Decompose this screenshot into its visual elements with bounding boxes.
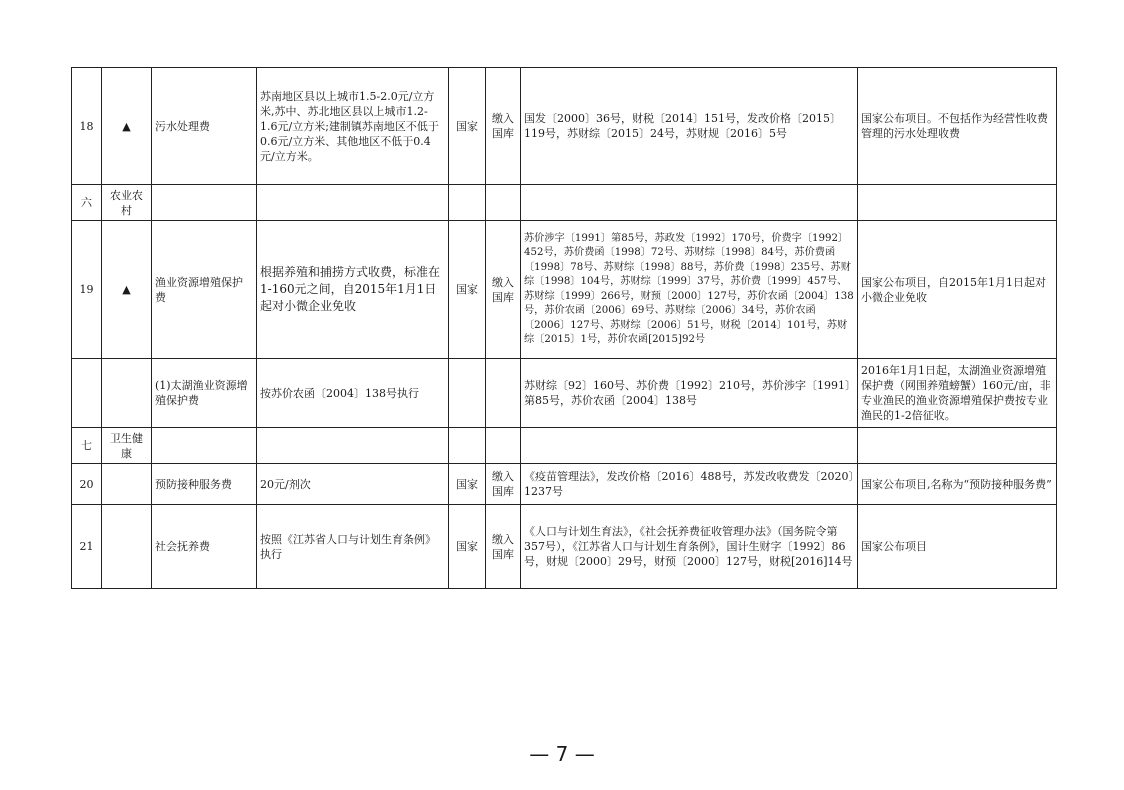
payment-method: 缴入国库 bbox=[486, 68, 521, 185]
fee-standard: 20元/剂次 bbox=[257, 464, 449, 505]
table-row bbox=[72, 359, 1057, 428]
fee-name: 预防接种服务费 bbox=[152, 464, 257, 505]
policy-basis: 苏财综〔92〕160号、苏价费〔1992〕210号，苏价涉字〔1991〕第85号，苏价农函〔2004〕138号 bbox=[521, 359, 858, 428]
approval-level bbox=[449, 359, 486, 428]
fee-name: 社会抚养费 bbox=[152, 505, 257, 589]
table-row bbox=[72, 464, 1057, 505]
category-name: 农业农村 bbox=[102, 185, 152, 221]
table-body bbox=[72, 68, 1057, 589]
approval-level: 国家 bbox=[449, 221, 486, 359]
payment-method: 缴入国库 bbox=[486, 464, 521, 505]
fee-standard: 苏南地区县以上城市1.5-2.0元/立方米,苏中、苏北地区县以上城市1.2-1.6元/立方米;建制镇苏南地区不低于0.6元/立方米、其他地区不低于0.4元/立方米。 bbox=[257, 68, 449, 185]
page-number: — 7 — bbox=[529, 742, 595, 766]
remark: 国家公布项目，自2015年1月1日起对小微企业免收 bbox=[858, 221, 1057, 359]
remark: 国家公布项目 bbox=[858, 505, 1057, 589]
payment-method bbox=[486, 359, 521, 428]
fee-name: 渔业资源增殖保护费 bbox=[152, 221, 257, 359]
table-row bbox=[72, 505, 1057, 589]
policy-basis: 国发〔2000〕36号，财税〔2014〕151号，发改价格〔2015〕119号，苏财综〔2015〕24号，苏财规〔2016〕5号 bbox=[521, 68, 858, 185]
table-row bbox=[72, 221, 1057, 359]
row-number: 18 bbox=[72, 68, 102, 185]
triangle-mark bbox=[102, 505, 152, 589]
row-number: 21 bbox=[72, 505, 102, 589]
policy-basis: 《疫苗管理法》，发改价格〔2016〕488号，苏发改收费发〔2020〕1237号 bbox=[521, 464, 858, 505]
category-row bbox=[72, 185, 1057, 221]
row-number: 19 bbox=[72, 221, 102, 359]
approval-level: 国家 bbox=[449, 505, 486, 589]
approval-level: 国家 bbox=[449, 68, 486, 185]
fee-name: 污水处理费 bbox=[152, 68, 257, 185]
category-name: 卫生健康 bbox=[102, 428, 152, 464]
policy-basis: 《人口与计划生育法》，《社会抚养费征收管理办法》（国务院令第357号），《江苏省人口与计划生育条例》，国计生财字〔1992〕86号，财规〔2000〕29号，财预〔2000〕127号，财税[2016]14号 bbox=[521, 505, 858, 589]
triangle-mark: ▲ bbox=[102, 221, 152, 359]
payment-method: 缴入国库 bbox=[486, 221, 521, 359]
policy-basis: 苏价涉字〔1991〕第85号，苏政发〔1992〕170号，价费字〔1992〕452号，苏价费函〔1998〕72号、苏财综〔1998〕84号，苏价费函〔1998〕78号、苏财综〔1998〕88号，苏价费〔1998〕235号、苏财综〔1998〕104号，苏财综〔1999〕37号，苏价费〔1999〕457号、苏财综〔1999〕266号，财预〔2000〕127号，苏价农函〔2004〕138号，苏价农函〔2006〕69号、苏财综〔2006〕34号，苏价农函〔2006〕127号、苏财综〔2006〕51号，财税〔2014〕101号，苏财综〔2015〕1号，苏价农函[2015]92号 bbox=[521, 221, 858, 359]
remark: 2016年1月1日起，太湖渔业资源增殖保护费（网围养殖螃蟹）160元/亩，非专业渔民的渔业资源增殖保护费按专业渔民的1-2倍征收。 bbox=[858, 359, 1057, 428]
remark: 国家公布项目,名称为“预防接种服务费” bbox=[858, 464, 1057, 505]
triangle-mark: ▲ bbox=[102, 68, 152, 185]
row-number bbox=[72, 359, 102, 428]
triangle-mark bbox=[102, 359, 152, 428]
category-row bbox=[72, 428, 1057, 464]
category-number: 六 bbox=[72, 185, 102, 221]
category-number: 七 bbox=[72, 428, 102, 464]
fee-table bbox=[71, 67, 1057, 589]
fee-standard: 按苏价农函〔2004〕138号执行 bbox=[257, 359, 449, 428]
row-number: 20 bbox=[72, 464, 102, 505]
triangle-mark bbox=[102, 464, 152, 505]
fee-standard: 按照《江苏省人口与计划生育条例》执行 bbox=[257, 505, 449, 589]
remark: 国家公布项目。不包括作为经营性收费管理的污水处理收费 bbox=[858, 68, 1057, 185]
payment-method: 缴入国库 bbox=[486, 505, 521, 589]
table-row bbox=[72, 68, 1057, 185]
fee-name: (1)太湖渔业资源增殖保护费 bbox=[152, 359, 257, 428]
fee-standard: 根据养殖和捕捞方式收费，标准在1-160元之间，自2015年1月1日起对小微企业免收 bbox=[257, 221, 449, 359]
approval-level: 国家 bbox=[449, 464, 486, 505]
